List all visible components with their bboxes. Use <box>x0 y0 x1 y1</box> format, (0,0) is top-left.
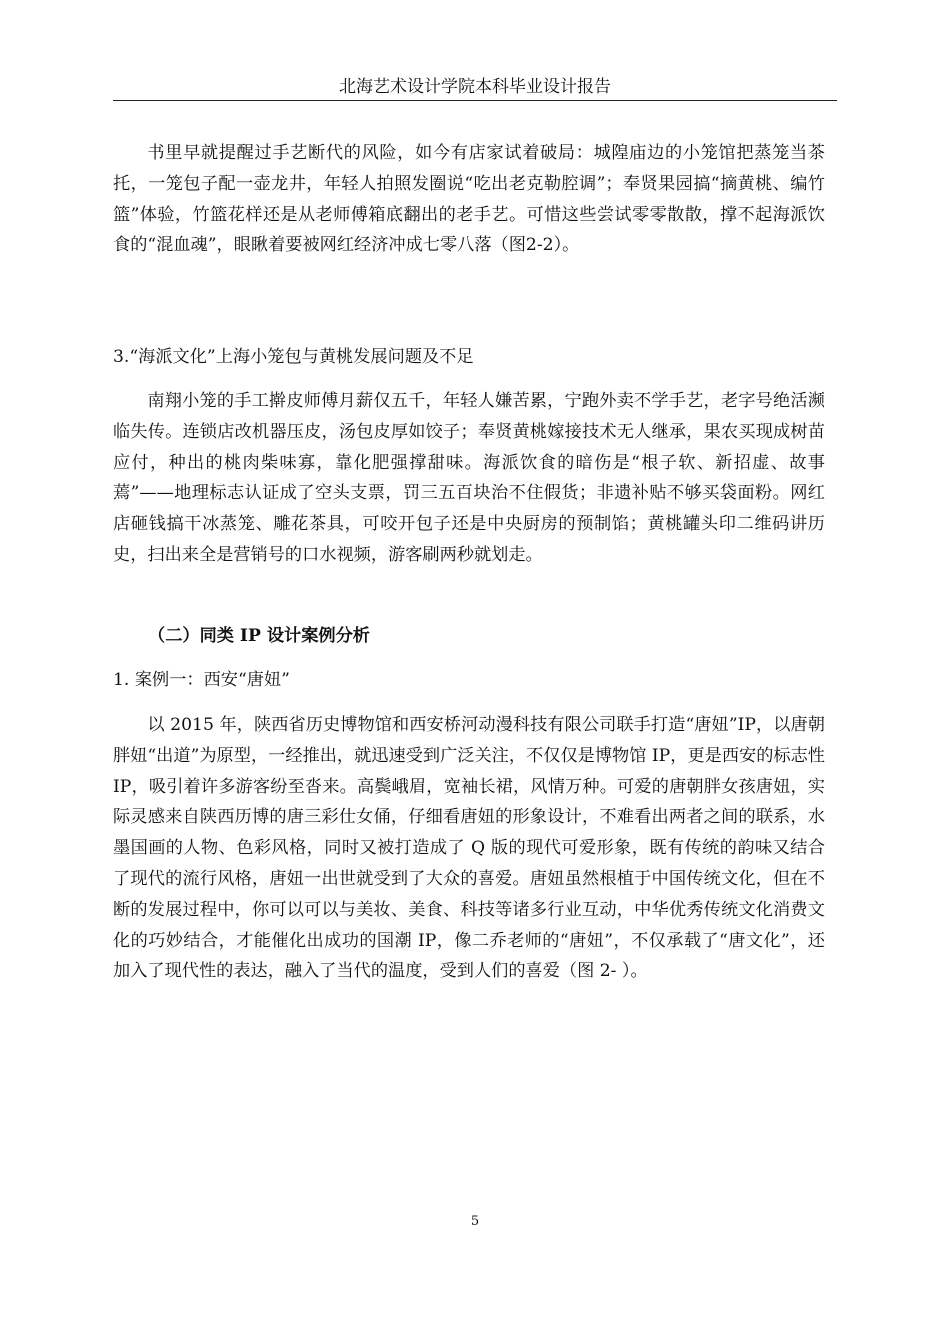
case-1-heading: 1. 案例一：西安“唐妞” <box>113 670 290 690</box>
body-paragraph-1: 书里早就提醒过手艺断代的风险，如今有店家试着破局：城隍庙边的小笼馆把蒸笼当茶托，一笼包子配一壶龙井，年轻人拍照发圈说“吃出老克勒腔调”；奉贤果园搞“摘黄桃、编竹篮”体验，竹篮花样还是从老师傅箱底翻出的老手艺。可惜这些尝试零零散散，撑不起海派饮食的“混血魂”，眼瞅着要被网红经济冲成七零八落（图2-2）。 <box>113 143 825 256</box>
header-divider <box>113 100 837 101</box>
page-header: 北海艺术设计学院本科毕业设计报告 <box>339 77 611 97</box>
page-number: 5 <box>470 1214 480 1229</box>
body-paragraph-3: 以 2015 年，陕西省历史博物馆和西安桥河动漫科技有限公司联手打造“唐妞”IP，以唐朝胖妞“出道”为原型，一经推出，就迅速受到广泛关注，不仅仅是博物馆 IP，更是西安的标志性 IP，吸引着许多游客纷至沓来。高鬓峨眉，宽袖长裙，风情万种。可爱的唐朝胖女孩唐妞，实际灵感来自陕西历博的唐三彩仕女俑，仔细看唐妞的形象设计，不难看出两者之间的联系，水墨国画的人物、色彩风格，同时又被打造成了 Q 版的现代可爱形象，既有传统的韵味又结合了现代的流行风格，唐妞一出世就受到了大众的喜爱。唐妞虽然根植于中国传统文化，但在不断的发展过程中，你可以可以与美妆、美食、科技等诸多行业互动，中华优秀传统文化消费文化的巧妙结合，才能催化出成功的国潮 IP，像二乔老师的“唐妞”，不仅承载了“唐文化”，还加入了现代性的表达，融入了当代的温度，受到人们的喜爱（图 2- ）。 <box>113 715 825 982</box>
section-3-heading: 3.“海派文化”上海小笼包与黄桃发展问题及不足 <box>113 347 474 367</box>
section-heading-ip-cases: （二）同类 IP 设计案例分析 <box>148 626 370 646</box>
body-paragraph-2: 南翔小笼的手工擀皮师傅月薪仅五千，年轻人嫌苦累，宁跑外卖不学手艺，老字号绝活濒临失传。连锁店改机器压皮，汤包皮厚如饺子；奉贤黄桃嫁接技术无人继承，果农买现成树苗应付，种出的桃肉柴味寡，靠化肥强撑甜味。海派饮食的暗伤是“根子软、新招虚、故事蔫”——地理标志认证成了空头支票，罚三五百块治不住假货；非遗补贴不够买袋面粉。网红店砸钱搞干冰蒸笼、雕花茶具，可咬开包子还是中央厨房的预制馅；黄桃罐头印二维码讲历史，扫出来全是营销号的口水视频，游客刷两秒就划走。 <box>113 391 825 565</box>
